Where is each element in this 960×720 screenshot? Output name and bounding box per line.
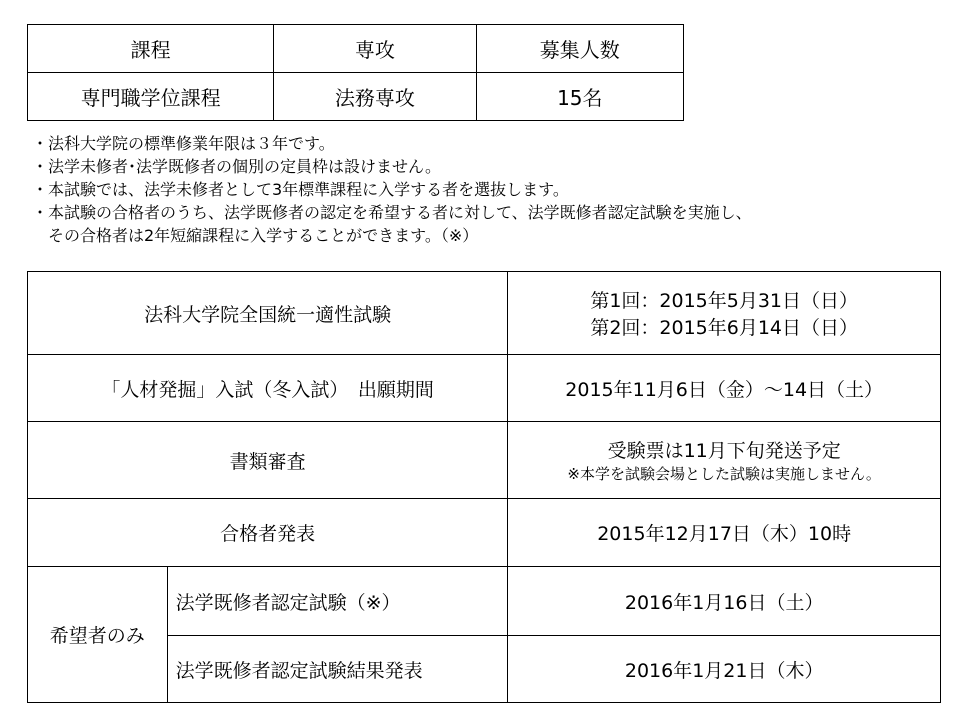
note-item: その合格者は2年短縮課程に入学することができます。（※） <box>32 226 479 245</box>
label-application-period: 「人材発掘」入試（冬入試） 出願期間 <box>28 355 508 422</box>
cell-course: 専門職学位課程 <box>28 73 274 121</box>
enrollment-table <box>27 24 684 121</box>
label-aptitude-test: 法科大学院全国統一適性試験 <box>28 272 508 355</box>
schedule-row-certification-exam <box>28 567 941 636</box>
note-item: ・本試験の合格者のうち、法学既修者の認定を希望する者に対して、法学既修者認定試験を実施し、 <box>32 203 752 222</box>
note-item: ・法学未修者･法学既修者の個別の定員枠は設けません。 <box>32 157 441 176</box>
label-applicants-only: 希望者のみ <box>28 567 168 703</box>
note-item: ・法科大学院の標準修業年限は３年です。 <box>32 134 335 153</box>
cell-capacity: 15名 <box>476 73 683 121</box>
schedule-row-announcement <box>28 499 941 567</box>
value-announcement: 2015年12月17日（木）10時 <box>508 499 941 567</box>
value-document-screening <box>508 422 941 499</box>
header-course: 課程 <box>28 25 274 73</box>
aptitude-test-date-1: 第1回：2015年5月31日（日） <box>590 290 859 312</box>
screening-venue-note: ※本学を試験会場とした試験は実施しません。 <box>567 465 881 483</box>
note-item: ・本試験では、法学未修者として3年標準課程に入学する者を選抜します。 <box>32 180 569 199</box>
header-capacity: 募集人数 <box>476 25 683 73</box>
value-certification-exam: 2016年1月16日（土） <box>508 567 941 636</box>
value-application-period: 2015年11月6日（金）～14日（土） <box>508 355 941 422</box>
schedule-row-document-screening <box>28 422 941 499</box>
header-major: 専攻 <box>274 25 476 73</box>
enrollment-header-row <box>28 25 684 73</box>
aptitude-test-date-2: 第2回：2015年6月14日（日） <box>590 317 859 339</box>
notes-list <box>32 132 752 247</box>
schedule-row-aptitude-test <box>28 272 941 355</box>
value-certification-result: 2016年1月21日（木） <box>508 636 941 703</box>
value-aptitude-test <box>508 272 941 355</box>
schedule-row-application-period <box>28 355 941 422</box>
label-document-screening: 書類審査 <box>28 422 508 499</box>
enrollment-data-row <box>28 73 684 121</box>
schedule-table <box>27 271 941 703</box>
screening-ticket-note: 受験票は11月下旬発送予定 <box>607 440 841 462</box>
label-certification-exam: 法学既修者認定試験（※） <box>167 567 508 636</box>
label-certification-result: 法学既修者認定試験結果発表 <box>167 636 508 703</box>
label-announcement: 合格者発表 <box>28 499 508 567</box>
cell-major: 法務専攻 <box>274 73 476 121</box>
